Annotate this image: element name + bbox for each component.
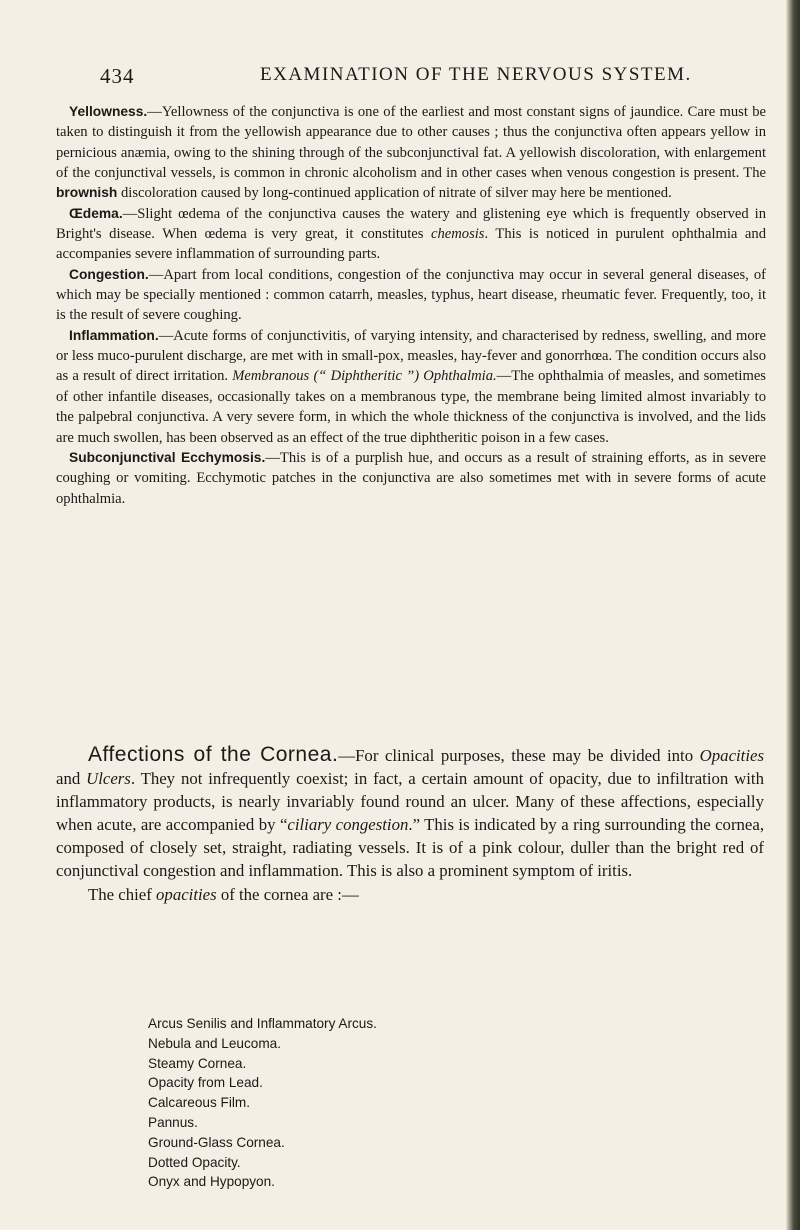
paragraph-chief-opacities (56, 883, 764, 906)
list-item: Opacity from Lead. (148, 1075, 263, 1091)
text-congestion: —Apart from local conditions, congestion of the conjunctiva may occur in several general diseases, of which may be specially mentioned : common catarrh, measles, typhus, heart disease, rheumatic fever. Frequently, too, it is the result of severe coughing. (56, 266, 766, 324)
paragraph-yellowness (56, 102, 766, 204)
text-chief-pre: The chief (88, 884, 157, 904)
list-item: Nebula and Leucoma. (148, 1035, 282, 1051)
text-cornea-and: and (56, 769, 87, 789)
text-chief-post: of the cornea are :— (216, 884, 359, 904)
list-item: Calcareous Film. (148, 1095, 250, 1111)
heading-yellowness: Yellowness. (69, 104, 148, 119)
list-item: Pannus. (148, 1114, 198, 1130)
paragraph-inflammation (56, 326, 766, 448)
term-membranous: Membranous (232, 368, 310, 385)
heading-ecchymosis: Subconjunctival Ecchymosis. (69, 449, 266, 465)
text-ecchymosis: —This is of a purplish hue, and occurs as a result of straining efforts, as in severe coughing or vomiting. Ecchymotic patches in the conjunctiva are also sometimes met with in severe forms of acute ophthalmia. (56, 449, 767, 507)
page-header (100, 64, 740, 88)
list-item: Onyx and Hypopyon. (148, 1174, 275, 1190)
text-oedema-end: . This is noticed in purulent ophthalmia and accompanies severe inflammation of surrounding parts. (56, 226, 766, 263)
list-item: Arcus Senilis and Inflammatory Arcus. (148, 1016, 377, 1031)
heading-oedema: Œdema. (69, 205, 123, 221)
term-ciliary-congestion: ciliary congestion (287, 815, 409, 835)
term-opacities: Opacities (699, 746, 764, 765)
text-yellowness: —Yellowness of the conjunctiva is one of the earliest and most constant signs of jaundice. Care must be taken to distinguish it from the yellowish appearance due to other causes ; thus the conjunctiva often appears yellow in pernicious anæmia, owing to the shining through of the subconjunctival fat. A yellowish discoloration, with enlargement of the conjunctival vessels, is common in chronic alcoholism and in other cases when venous congestion is present. The (56, 104, 766, 182)
term-diphtheritic: (“ Diphtheritic ”) (313, 368, 420, 385)
text-cornea-1: —For clinical purposes, these may be divided into (338, 746, 700, 765)
page-number: 434 (100, 64, 135, 88)
running-title: EXAMINATION OF THE NERVOUS SYSTEM. (260, 64, 692, 85)
paragraph-congestion (56, 265, 766, 326)
opacities-list (148, 1014, 568, 1192)
cornea-section (56, 743, 764, 906)
list-item: Steamy Cornea. (148, 1055, 247, 1071)
paragraph-cornea (56, 743, 764, 883)
paragraph-oedema (56, 204, 766, 265)
text-inflammation: —Acute forms of conjunctivitis, of varying intensity, and characterised by redness, swelling, and more or less muco-purulent discharge, are met with in small-pox, measles, hay-fever and gonorrhœa. The condition occurs also as a result of direct irritation. (56, 327, 766, 385)
heading-inflammation: Inflammation. (69, 327, 159, 343)
term-brownish: brownish (56, 185, 118, 201)
heading-congestion: Congestion. (69, 266, 149, 282)
text-inflammation-end: —The ophthalmia of measles, and sometimes of other infantile diseases, occasionally takes on a membranous type, the membrane being limited almost invariably to the palpebral conjunctiva. A very severe form, in which the whole thickness of the conjunctiva is involved, and the lids are much swollen, has been observed as an effect of the true diphtheritic poison in a few cases. (56, 368, 766, 446)
page-edge-shadow (786, 0, 800, 1230)
term-chemosis: chemosis (430, 226, 485, 243)
term-chief-opacities: opacities (156, 884, 217, 904)
list-item: Dotted Opacity. (148, 1154, 241, 1170)
conjunctiva-section (56, 102, 766, 509)
term-ulcers: Ulcers (86, 769, 131, 789)
paragraph-ecchymosis (56, 448, 766, 509)
list-item: Ground-Glass Cornea. (148, 1134, 285, 1150)
text-cornea-2: . They not infrequently coexist; in fact, a certain amount of opacity, due to infiltration with inflammatory products, is nearly invariably found round an ulcer. Many of these affections, especially when acute, are accompanied by “ (56, 769, 764, 835)
term-ophthalmia: Ophthalmia. (423, 368, 497, 385)
heading-cornea: Affections of the Cornea. (88, 743, 339, 766)
text-yellowness-end: discoloration caused by long-continued application of nitrate of silver may here be mentioned. (117, 185, 672, 202)
text-oedema: —Slight œdema of the conjunctiva causes the watery and glistening eye which is frequently observed in Bright's disease. When œdema is very great, it constitutes (56, 205, 766, 243)
text-cornea-3: .” This is indicated by a ring surrounding the cornea, composed of closely set, straight, radiating vessels. It is of a pink colour, duller than the bright red of conjunctival congestion and inflammation. This is also a prominent symptom of iritis. (56, 815, 765, 881)
